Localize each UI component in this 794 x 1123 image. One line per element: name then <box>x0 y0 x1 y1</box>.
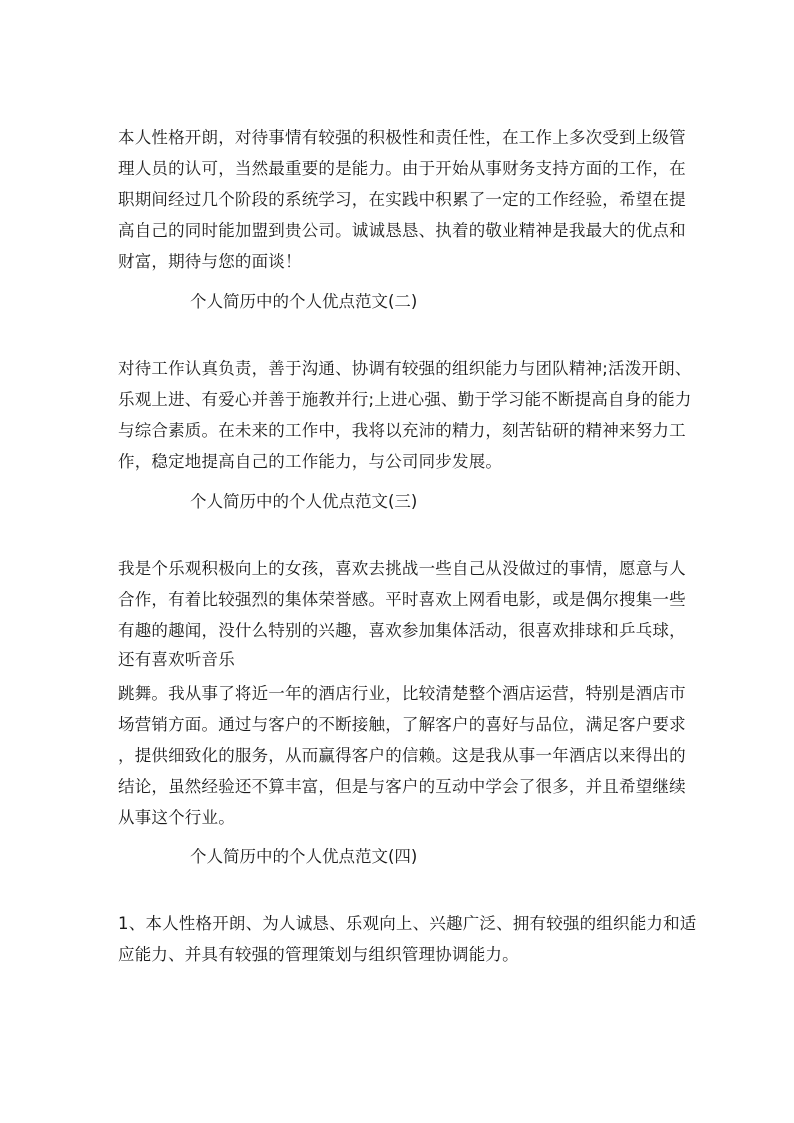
paragraph-line: 本人性格开朗，对待事情有较强的积极性和责任性，在工作上多次受到上级管 <box>118 128 686 147</box>
paragraph-line: 对待工作认真负责，善于沟通、协调有较强的组织能力与团队精神;活泼开朗、 <box>118 359 692 378</box>
paragraph-line: 应能力、并具有较强的管理策划与组织管理协调能力。 <box>118 945 519 964</box>
paragraph-line: 跳舞。我从事了将近一年的酒店行业，比较清楚整个酒店运营，特别是酒店市 <box>118 684 686 703</box>
paragraph-line: 场营销方面。通过与客户的不断接触，了解客户的喜好与品位，满足客户要求 <box>118 715 686 734</box>
section-heading-2: 个人简历中的个人优点范文(二) <box>190 292 418 311</box>
paragraph-line: 1、本人性格开朗、为人诚恳、乐观向上、兴趣广泛、拥有较强的组织能力和适 <box>118 914 697 933</box>
paragraph-line: 理人员的认可，当然最重要的是能力。由于开始从事财务支持方面的工作，在 <box>118 159 686 178</box>
paragraph-line: ，提供细致化的服务，从而赢得客户的信赖。这是我从事一年酒店以来得出的 <box>118 746 686 765</box>
paragraph-line: 结论，虽然经验还不算丰富，但是与客户的互动中学会了很多，并且希望继续 <box>118 777 686 796</box>
paragraph-line: 还有喜欢听音乐 <box>118 650 235 669</box>
paragraph-line: 职期间经过几个阶段的系统学习，在实践中积累了一定的工作经验，希望在提 <box>118 190 686 209</box>
paragraph-line: 作，稳定地提高自己的工作能力，与公司同步发展。 <box>118 452 503 471</box>
paragraph-line: 我是个乐观积极向上的女孩，喜欢去挑战一些自己从没做过的事情，愿意与人 <box>118 559 686 578</box>
section-heading-3: 个人简历中的个人优点范文(三) <box>190 492 418 511</box>
section-heading-4: 个人简历中的个人优点范文(四) <box>190 847 418 866</box>
paragraph-line: 有趣的趣闻，没什么特别的兴趣，喜欢参加集体活动，很喜欢排球和乒乓球， <box>118 621 686 640</box>
paragraph-line: 财富，期待与您的面谈！ <box>118 252 302 271</box>
paragraph-line: 乐观上进、有爱心并善于施教并行;上进心强、勤于学习能不断提高自身的能力 <box>118 390 692 409</box>
paragraph-line: 与综合素质。在未来的工作中，我将以充沛的精力，刻苦钻研的精神来努力工 <box>118 421 686 440</box>
paragraph-line: 合作，有着比较强烈的集体荣誉感。平时喜欢上网看电影，或是偶尔搜集一些 <box>118 590 686 609</box>
paragraph-line: 从事这个行业。 <box>118 808 235 827</box>
paragraph-line: 高自己的同时能加盟到贵公司。诚诚恳恳、执着的敬业精神是我最大的优点和 <box>118 221 686 240</box>
